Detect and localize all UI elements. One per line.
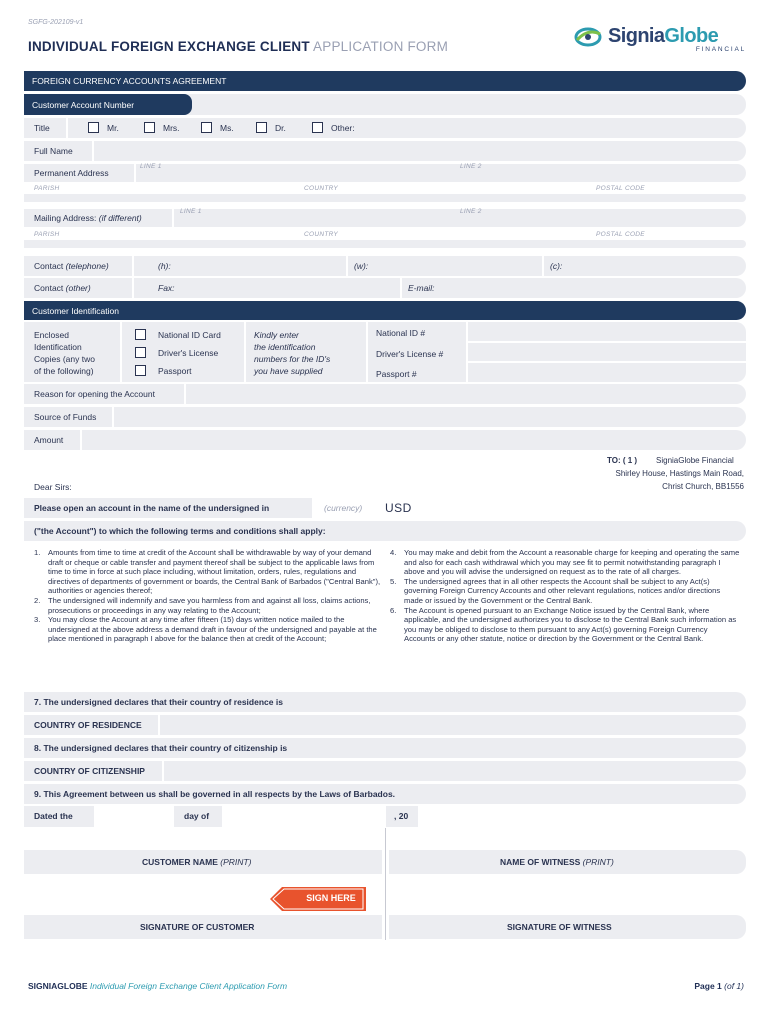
- signiaglobe-logo: [572, 22, 748, 58]
- agreement-bar: FOREIGN CURRENCY ACCOUNTS AGREEMENT: [24, 71, 746, 91]
- term-item: [34, 548, 382, 596]
- term-text: Amounts from time to time at credit of the Account shall be withdrawable by way of your demand draft or cheque or cable transfer and payment thereof shall be subject to the applicable laws from time to time in force at such place including, without limitation, orders, rules, regulations and directives of departments of government or boards, the Central Bank of Barbados ("Central Bank"), authorities or agencies thereof;: [48, 548, 381, 596]
- term-item: [390, 577, 740, 606]
- dated-the-label: Dated the: [34, 811, 73, 821]
- divider: [92, 141, 94, 161]
- contact-other-note: (other): [65, 283, 91, 293]
- customer-name-label: [142, 857, 251, 867]
- dr-checkbox[interactable]: [256, 122, 267, 133]
- currency-hint: (currency): [324, 503, 363, 513]
- page-number: [694, 981, 744, 991]
- divider: [244, 322, 246, 382]
- witness-name-text: NAME OF WITNESS: [500, 857, 581, 867]
- mail-line2-hint: LINE 2: [460, 208, 482, 215]
- date-year-input[interactable]: [418, 806, 746, 827]
- term-text: You may make and debit from the Account a reasonable charge for keeping and operating the same and also for each cash withdrawal which you may see fit to permit notwithstanding paragraph I above and you will advise the undersigned on request as to the rate of all charges.: [404, 548, 740, 577]
- signature-divider: [385, 828, 386, 940]
- term-text: The undersigned agrees that in all other respects the Account shall be subject to any Act(s) governing Foreign Currency Accounts and other relevant regulations, notices and/or directions made or issued by the Government or the Central Bank.: [404, 576, 721, 605]
- term-number: 3.: [34, 615, 41, 625]
- enclosed-line: Copies (any two: [34, 354, 95, 364]
- reason-label: Reason for opening the Account: [34, 389, 155, 399]
- country-of-residence-label: COUNTRY OF RESIDENCE: [34, 720, 142, 730]
- ms-label: Ms.: [220, 123, 234, 133]
- passport-option: Passport: [158, 366, 192, 376]
- country-of-citizenship-label: COUNTRY OF CITIZENSHIP: [34, 766, 145, 776]
- open-request-text: Please open an account in the name of the undersigned in: [34, 503, 270, 513]
- logo-sub: FINANCIAL: [695, 46, 746, 53]
- currency-value: USD: [385, 501, 412, 515]
- mail-address-line2[interactable]: [24, 240, 746, 248]
- permanent-address-field[interactable]: [24, 164, 746, 182]
- logo-text-b: Globe: [664, 25, 719, 47]
- term-number: 6.: [390, 605, 397, 615]
- divider: [400, 278, 402, 298]
- customer-name-text: CUSTOMER NAME: [142, 857, 218, 867]
- cell-phone-label: (c):: [550, 261, 563, 271]
- mail-country-hint: COUNTRY: [304, 231, 338, 238]
- divider: [132, 278, 134, 298]
- identification-bar: Customer Identification: [24, 301, 746, 320]
- contact-tel-note: (telephone): [65, 261, 109, 271]
- source-label: Source of Funds: [34, 412, 97, 422]
- divider: [80, 430, 82, 450]
- permanent-address-label: Permanent Address: [34, 168, 109, 178]
- passport-number-label: Passport #: [376, 369, 417, 379]
- kindly-line: numbers for the ID's: [254, 354, 331, 364]
- enclosed-id-note: [34, 329, 95, 377]
- terms-right-column: [390, 548, 740, 644]
- drivers-license-checkbox[interactable]: [135, 347, 146, 358]
- full-name-label: Full Name: [34, 146, 73, 156]
- divider: [120, 322, 122, 382]
- term-text: The Account is opened pursuant to an Exchange Notice issued by the Central Bank, where applicable, and the undersigned authorizes you to disclose to the Central Bank such information as you may be obliged to disclose to them pursuant to any Act(s) governing Foreign Currency Accounts or any other statute, notice or direction by the Government or the Central Bank.: [404, 605, 737, 644]
- perm-country-hint: COUNTRY: [304, 185, 338, 192]
- terms-left-column: [34, 548, 382, 644]
- footer-description: Individual Foreign Exchange Client Application Form: [89, 981, 288, 991]
- perm-line2-hint: LINE 2: [460, 163, 482, 170]
- mail-postal-hint: POSTAL CODE: [596, 231, 645, 238]
- kindly-line: you have supplied: [254, 366, 323, 376]
- perm-postal-hint: POSTAL CODE: [596, 185, 645, 192]
- divider: [66, 118, 68, 138]
- account-number-label: Customer Account Number: [24, 94, 192, 115]
- divider: [172, 209, 174, 227]
- fax-label: Fax:: [158, 283, 175, 293]
- page-total: (of 1): [724, 981, 744, 991]
- citizenship-declaration: 8. The undersigned declares that their country of citizenship is: [34, 743, 288, 753]
- term-item: [390, 548, 740, 577]
- passport-checkbox[interactable]: [135, 365, 146, 376]
- dr-label: Dr.: [275, 123, 286, 133]
- national-id-option: National ID Card: [158, 330, 221, 340]
- governing-law-text: 9. This Agreement between us shall be governed in all respects by the Laws of Barbados.: [34, 789, 396, 799]
- form-title: [28, 39, 448, 54]
- term-number: 4.: [390, 548, 397, 557]
- title-bold: INDIVIDUAL FOREIGN EXCHANGE CLIENT: [28, 39, 310, 54]
- mail-parish-hint: PARISH: [34, 231, 60, 238]
- salutation: Dear Sirs:: [34, 482, 72, 492]
- title-row: [24, 118, 746, 138]
- footer-brand: SIGNIAGLOBE: [28, 981, 88, 991]
- divider: [158, 715, 160, 735]
- drivers-license-option: Driver's License: [158, 348, 219, 358]
- witness-name-label: [500, 857, 614, 867]
- logo-wordmark: [608, 25, 718, 48]
- national-id-checkbox[interactable]: [135, 329, 146, 340]
- full-name-field[interactable]: [24, 141, 746, 161]
- residence-declaration: 7. The undersigned declares that their country of residence is: [34, 697, 283, 707]
- work-phone-label: (w):: [354, 261, 369, 271]
- mailing-address-label: [34, 213, 142, 223]
- title-label: Title: [34, 123, 50, 133]
- date-month-input[interactable]: [222, 806, 386, 827]
- national-id-number-label: National ID #: [376, 328, 426, 338]
- contact-tel-label: [34, 261, 109, 271]
- sign-here-label: SIGN HERE: [306, 893, 356, 903]
- divider: [112, 407, 114, 427]
- term-item: [34, 615, 382, 644]
- term-item: [34, 596, 382, 615]
- home-phone-label: (h):: [158, 261, 171, 271]
- term-text: The undersigned will indemnify and save you harmless from and against all loss, claims actions, prosecutions or proceedings in any way relating to the Account;: [48, 595, 371, 615]
- enclosed-line: Identification: [34, 342, 82, 352]
- drivers-license-number-label: Driver's License #: [376, 349, 444, 359]
- other-label: Other:: [331, 123, 355, 133]
- email-label: E-mail:: [408, 283, 435, 293]
- ms-checkbox[interactable]: [201, 122, 212, 133]
- day-of-label: day of: [184, 811, 210, 821]
- year-label: , 20: [394, 811, 409, 821]
- kindly-line: Kindly enter: [254, 330, 299, 340]
- source-of-funds-field[interactable]: [24, 407, 746, 427]
- mailing-label-text: Mailing Address:: [34, 213, 97, 223]
- term-number: 2.: [34, 595, 41, 605]
- to-address-1: Shirley House, Hastings Main Road,: [615, 469, 744, 478]
- national-id-number-input[interactable]: [466, 322, 746, 341]
- divider: [162, 761, 164, 781]
- page-label: Page 1: [694, 981, 722, 991]
- term-number: 5.: [390, 576, 397, 586]
- customer-name-note: (PRINT): [220, 857, 252, 867]
- to-address-2: Christ Church, BB1556: [662, 482, 744, 491]
- to-label: TO: ( 1 ): [607, 456, 638, 465]
- form-code: SGFG-202109-v1: [28, 19, 84, 26]
- mr-label: Mr.: [107, 123, 119, 133]
- mailing-label-note: (if different): [98, 213, 142, 223]
- the-account-text: ("the Account") to which the following terms and conditions shall apply:: [34, 526, 326, 536]
- kindly-enter-note: [254, 329, 330, 377]
- mr-checkbox[interactable]: [88, 122, 99, 133]
- contact-tel-text: Contact: [34, 261, 64, 271]
- title-light: APPLICATION FORM: [313, 39, 449, 54]
- mail-line1-hint: LINE 1: [180, 208, 202, 215]
- term-number: 1.: [34, 548, 41, 557]
- date-day-input[interactable]: [94, 806, 174, 827]
- footer-title: [28, 981, 287, 991]
- amount-field[interactable]: [24, 430, 746, 450]
- term-text: You may close the Account at any time after fifteen (15) days written notice mailed to the undersigned at the above address a demand draft in favour of the undersigned and payable at the place mentioned in paragraph I above for the balance then at credit of the Account;: [48, 615, 377, 644]
- contact-other-label: [34, 283, 91, 293]
- enclosed-line: Enclosed: [34, 330, 69, 340]
- currency-input[interactable]: [312, 498, 746, 518]
- to-name: SigniaGlobe Financial: [656, 456, 734, 465]
- globe-swoosh-icon: [574, 26, 602, 48]
- perm-line1-hint: LINE 1: [140, 163, 162, 170]
- enclosed-line: of the following): [34, 366, 94, 376]
- logo-text-a: Signia: [608, 25, 665, 47]
- divider: [542, 256, 544, 276]
- perm-address-line2[interactable]: [24, 194, 746, 202]
- divider: [134, 164, 136, 182]
- kindly-line: the identification: [254, 342, 316, 352]
- drivers-license-number-input[interactable]: [466, 343, 746, 361]
- divider: [132, 256, 134, 276]
- term-item: [390, 606, 740, 644]
- passport-number-input[interactable]: [466, 363, 746, 382]
- amount-label: Amount: [34, 435, 64, 445]
- contact-other-text: Contact: [34, 283, 64, 293]
- mrs-checkbox[interactable]: [144, 122, 155, 133]
- signature-of-witness-label: SIGNATURE OF WITNESS: [507, 922, 612, 932]
- divider: [184, 384, 186, 404]
- perm-parish-hint: PARISH: [34, 185, 60, 192]
- other-checkbox[interactable]: [312, 122, 323, 133]
- signature-of-customer-label: SIGNATURE OF CUSTOMER: [140, 922, 255, 932]
- divider: [346, 256, 348, 276]
- divider: [366, 322, 368, 382]
- mrs-label: Mrs.: [163, 123, 180, 133]
- witness-name-note: (PRINT): [582, 857, 614, 867]
